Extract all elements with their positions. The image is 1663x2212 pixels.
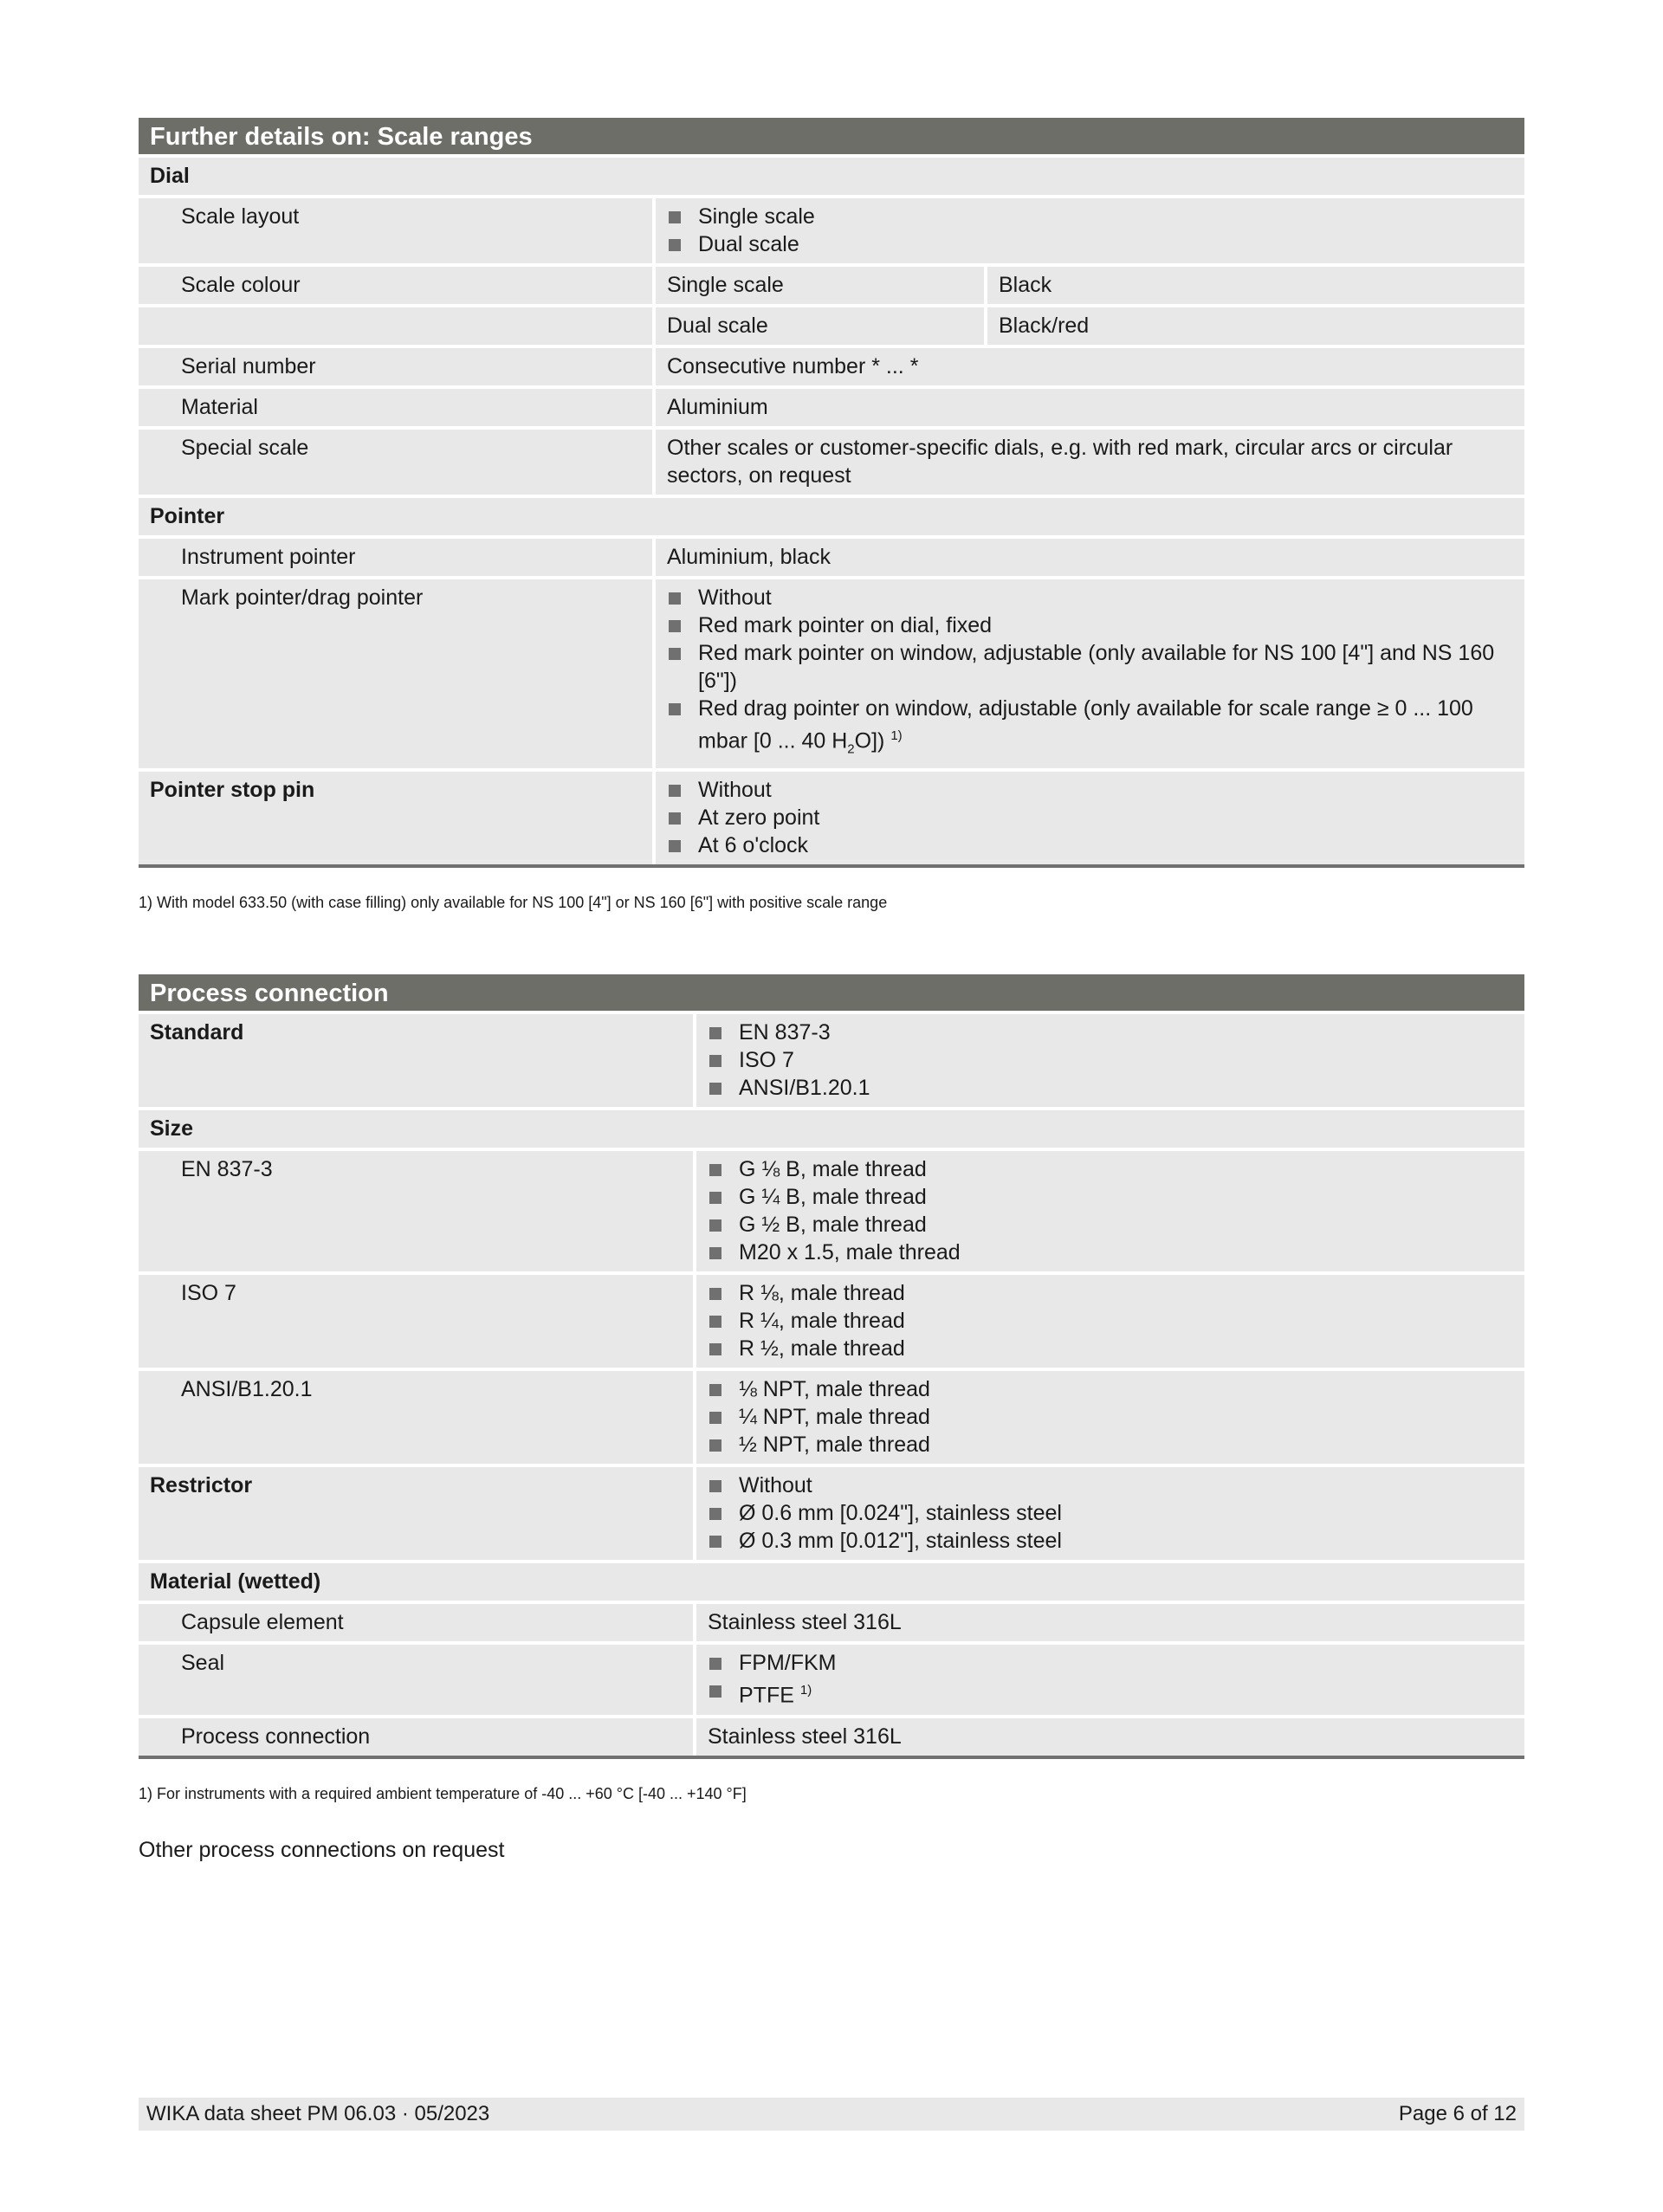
- list-item: Dual scale: [667, 230, 1513, 258]
- table-row: [139, 348, 1524, 385]
- row-label: Mark pointer/drag pointer: [139, 579, 652, 768]
- list-item: [708, 1677, 1513, 1709]
- row-value: Stainless steel 316L: [696, 1604, 1524, 1641]
- scale-ranges-table: [139, 158, 1524, 868]
- table-row: [139, 307, 1524, 345]
- table-row: [139, 1718, 1524, 1759]
- row-value: [696, 1275, 1524, 1368]
- table-row: [139, 579, 1524, 768]
- table-row: [139, 772, 1524, 868]
- row-value: Aluminium: [656, 389, 1524, 426]
- list-item: ¼ NPT, male thread: [708, 1403, 1513, 1431]
- list-item: Without: [667, 776, 1513, 804]
- row-value: Other scales or customer-specific dials, e.g. with red mark, circular arcs or circular sectors, on request: [656, 430, 1524, 495]
- process-footnote: 1) For instruments with a required ambient temperature of -40 ... +60 °C [-40 ... +140 °F]: [139, 1784, 747, 1802]
- list-item: R ¼, male thread: [708, 1307, 1513, 1335]
- row-value: [696, 1467, 1524, 1560]
- row-value: Stainless steel 316L: [696, 1718, 1524, 1756]
- row-label: Standard: [139, 1014, 693, 1107]
- list-item: ISO 7: [708, 1046, 1513, 1074]
- footnote-ref: 1): [890, 728, 903, 743]
- list-item: G ½ B, male thread: [708, 1211, 1513, 1239]
- row-label: ISO 7: [139, 1275, 693, 1368]
- row-value: [696, 1645, 1524, 1714]
- table-row: [139, 267, 1524, 304]
- row-label: Scale layout: [139, 198, 652, 263]
- pointer-section-title: Pointer: [139, 498, 1524, 535]
- list-item: Ø 0.6 mm [0.024"], stainless steel: [708, 1499, 1513, 1527]
- table-row: [139, 1151, 1524, 1271]
- table-row: [139, 198, 1524, 263]
- scale-footnote: 1) With model 633.50 (with case filling) only available for NS 100 [4"] or NS 160 [6"] with positive scale range: [139, 894, 888, 912]
- row-label: Pointer stop pin: [139, 772, 652, 864]
- table-row: [139, 389, 1524, 426]
- row-label-cont: [139, 307, 652, 345]
- sub-label: Single scale: [656, 267, 984, 304]
- subscript: 2: [847, 741, 855, 757]
- list-item: R ⅛, male thread: [708, 1279, 1513, 1307]
- process-note: Other process connections on request: [139, 1837, 505, 1862]
- row-value: [656, 579, 1524, 768]
- row-label: Scale colour: [139, 267, 652, 304]
- row-value: [656, 198, 1524, 263]
- row-label: EN 837-3: [139, 1151, 693, 1271]
- row-value: Consecutive number * ... *: [656, 348, 1524, 385]
- sub-value: Black: [987, 267, 1524, 304]
- list-item: Red mark pointer on window, adjustable (only available for NS 100 [4"] and NS 160 [6"]): [667, 639, 1513, 695]
- row-value: [696, 1371, 1524, 1464]
- row-label: Process connection: [139, 1718, 693, 1756]
- list-item: Without: [708, 1471, 1513, 1499]
- table-row: [139, 430, 1524, 495]
- sub-value: Black/red: [987, 307, 1524, 345]
- datasheet-page: [139, 118, 1524, 1863]
- list-item: Single scale: [667, 203, 1513, 230]
- page-footer: [139, 2098, 1524, 2131]
- material-section-title: Material (wetted): [139, 1563, 1524, 1601]
- row-label: Serial number: [139, 348, 652, 385]
- process-connection-header: Process connection: [139, 974, 1524, 1011]
- table-row: [139, 1604, 1524, 1641]
- dial-section-title: Dial: [139, 158, 1524, 195]
- row-label: Capsule element: [139, 1604, 693, 1641]
- list-item: Without: [667, 584, 1513, 611]
- list-item: Red mark pointer on dial, fixed: [667, 611, 1513, 639]
- row-value: [696, 1014, 1524, 1107]
- row-value: Aluminium, black: [656, 539, 1524, 576]
- item-text: PTFE: [739, 1683, 794, 1708]
- list-item: ⅛ NPT, male thread: [708, 1375, 1513, 1403]
- list-item: ANSI/B1.20.1: [708, 1074, 1513, 1102]
- list-item: ½ NPT, male thread: [708, 1431, 1513, 1458]
- list-item: At 6 o'clock: [667, 831, 1513, 859]
- list-item: G ⅛ B, male thread: [708, 1155, 1513, 1183]
- scale-ranges-header: Further details on: Scale ranges: [139, 118, 1524, 154]
- row-value: [656, 772, 1524, 864]
- table-row: [139, 1275, 1524, 1368]
- footer-doc-ref: WIKA data sheet PM 06.03 · 05/2023: [146, 2102, 490, 2125]
- list-item: EN 837-3: [708, 1019, 1513, 1046]
- item-text: Red drag pointer on window, adjustable (only available for scale range ≥ 0 ... 100 mbar [0 ... 40 H: [698, 696, 1473, 754]
- process-connection-table: [139, 1014, 1524, 1758]
- table-row: [139, 1371, 1524, 1464]
- row-label: ANSI/B1.20.1: [139, 1371, 693, 1464]
- list-item: At zero point: [667, 804, 1513, 831]
- list-item: Ø 0.3 mm [0.012"], stainless steel: [708, 1527, 1513, 1555]
- table-row: [139, 539, 1524, 576]
- list-item: G ¼ B, male thread: [708, 1183, 1513, 1211]
- row-value: [696, 1151, 1524, 1271]
- list-item: M20 x 1.5, male thread: [708, 1239, 1513, 1266]
- list-item: R ½, male thread: [708, 1335, 1513, 1362]
- footer-page-number: Page 6 of 12: [1398, 2102, 1517, 2125]
- row-label: Special scale: [139, 430, 652, 495]
- table-row: [139, 1014, 1524, 1107]
- footnote-ref: 1): [799, 1683, 812, 1698]
- row-label: Instrument pointer: [139, 539, 652, 576]
- row-label: Seal: [139, 1645, 693, 1714]
- size-section-title: Size: [139, 1110, 1524, 1148]
- list-item: [667, 695, 1513, 763]
- table-row: [139, 1467, 1524, 1560]
- sub-label: Dual scale: [656, 307, 984, 345]
- row-label: Restrictor: [139, 1467, 693, 1560]
- list-item: FPM/FKM: [708, 1649, 1513, 1677]
- item-text-end: O]): [854, 728, 885, 754]
- row-label: Material: [139, 389, 652, 426]
- table-row: [139, 1645, 1524, 1714]
